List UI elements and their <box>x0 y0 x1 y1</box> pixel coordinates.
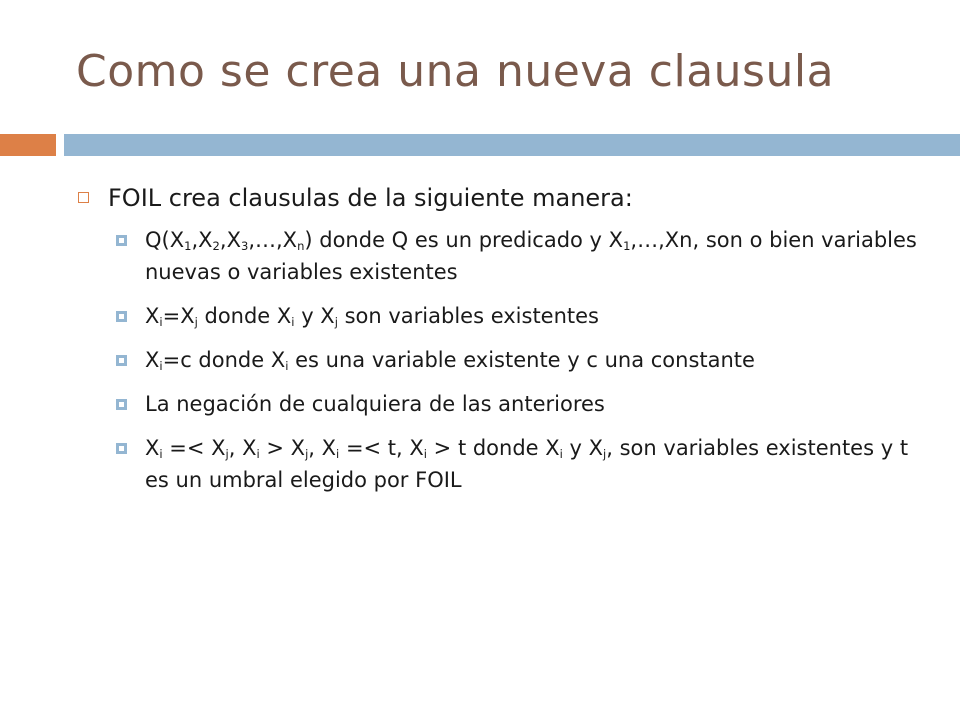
subscript: i <box>559 446 563 461</box>
subscript: i <box>423 446 427 461</box>
text-segment: =< X <box>162 436 226 460</box>
text-segment: ,X <box>191 228 213 252</box>
text-segment: ,…,Xn, son o bien variables nuevas o variables existentes <box>145 228 917 284</box>
text-segment: , X <box>228 436 257 460</box>
slide-title: Como se crea una nueva clausula <box>76 46 835 97</box>
subscript: n <box>297 238 305 253</box>
accent-bar-orange <box>0 134 56 156</box>
text-segment: La negación de cualquiera de las anteriores <box>145 392 605 416</box>
filled-square-bullet-icon <box>116 355 127 366</box>
filled-square-bullet-icon <box>116 311 127 322</box>
text-segment: ) donde Q es un predicado y X <box>304 228 624 252</box>
text-segment: es una variable existente y c una constante <box>288 348 755 372</box>
subscript: 1 <box>184 238 192 253</box>
filled-square-bullet-icon <box>116 399 127 410</box>
square-bullet-icon <box>78 192 89 203</box>
subscript: 1 <box>623 238 631 253</box>
text-segment: X <box>145 304 160 328</box>
sub-bullet-predicate <box>116 224 938 288</box>
slide-content <box>78 180 938 508</box>
subscript: j <box>194 314 198 329</box>
subscript: i <box>291 314 295 329</box>
accent-bar-blue <box>64 134 960 156</box>
text-segment: =< t, X <box>339 436 424 460</box>
text-segment: ,X <box>219 228 241 252</box>
sub-bullet-constant <box>116 344 938 376</box>
text-segment: > t donde X <box>427 436 560 460</box>
text-segment: y X <box>294 304 335 328</box>
subscript: 2 <box>212 238 220 253</box>
text-segment: son variables existentes <box>337 304 600 328</box>
subscript: j <box>225 446 229 461</box>
text-segment: X <box>145 348 160 372</box>
text-segment: ,…,X <box>248 228 298 252</box>
subscript: i <box>159 446 163 461</box>
subscript: i <box>159 314 163 329</box>
bullet-main <box>78 180 938 216</box>
subscript: j <box>334 314 338 329</box>
text-segment: > X <box>259 436 306 460</box>
text-segment: X <box>145 436 160 460</box>
sub-bullet-negation <box>116 388 938 420</box>
subscript: 3 <box>240 238 249 253</box>
text-segment: =c donde X <box>162 348 286 372</box>
subscript: i <box>336 446 340 461</box>
sub-bullet-equality <box>116 300 938 332</box>
text-segment: donde X <box>197 304 292 328</box>
bullet-main-text: FOIL crea clausulas de la siguiente manera: <box>108 184 633 212</box>
filled-square-bullet-icon <box>116 235 127 246</box>
subscript: i <box>285 358 289 373</box>
sub-bullet-threshold <box>116 432 938 496</box>
text-segment: =X <box>162 304 195 328</box>
text-segment: , son variables existentes y t es un umbral elegido por FOIL <box>145 436 909 492</box>
subscript: i <box>256 446 260 461</box>
filled-square-bullet-icon <box>116 443 127 454</box>
subscript: j <box>603 446 607 461</box>
text-segment: y X <box>562 436 604 460</box>
subscript: i <box>159 358 163 373</box>
text-segment: , X <box>308 436 337 460</box>
text-segment: Q(X <box>145 228 185 252</box>
subscript: j <box>305 446 309 461</box>
